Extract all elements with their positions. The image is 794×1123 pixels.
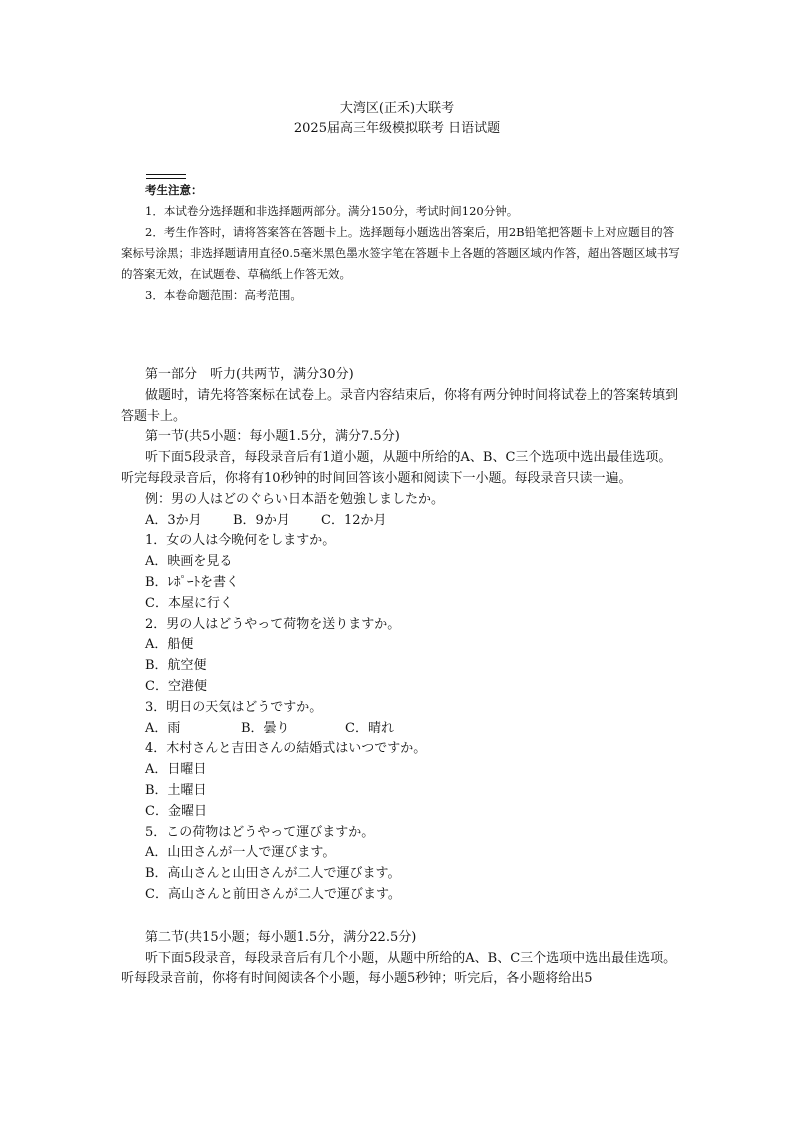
question-3-options xyxy=(121,719,681,740)
question-3-option-a: A．雨 xyxy=(145,720,181,736)
question-4: 4．木村さんと吉田さんの結婚式はいつですか。 xyxy=(145,741,427,757)
exam-subtitle: 2025届高三年级模拟联考 日语试题 xyxy=(293,121,501,136)
listening-part xyxy=(121,365,681,990)
decorative-double-rule xyxy=(146,174,186,179)
question-4-option-c: C．金曜日 xyxy=(145,803,207,819)
question-3: 3．明日の天気はどうですか。 xyxy=(145,699,323,715)
notice-item-1: 1．本试卷分选择题和非选择题两部分。满分150分，考试时间120分钟。 xyxy=(145,204,519,218)
question-2-option-c: C．空港便 xyxy=(145,678,207,694)
question-4-option-a: A．日曜日 xyxy=(145,762,207,778)
example-option-b: B．9か月 xyxy=(233,512,290,528)
question-1-option-c: C．本屋に行く xyxy=(145,595,233,611)
question-4-option-b: B．土曜日 xyxy=(145,782,207,798)
question-1-option-a: A．映画を見る xyxy=(145,554,233,570)
section2-heading: 第二节(共15小题；每小题1.5分，满分22.5分) xyxy=(145,929,417,945)
question-2-option-b: B．航空便 xyxy=(145,658,207,674)
section1-heading: 第一节(共5小题：每小题1.5分，满分7.5分) xyxy=(145,429,400,445)
question-3-option-c: C．晴れ xyxy=(345,720,394,736)
notice-heading: 考生注意： xyxy=(145,183,203,197)
question-2-option-a: A．船便 xyxy=(145,637,194,653)
example-option-c: C．12か月 xyxy=(321,512,387,528)
notice-item-3: 3．本卷命题范围：高考范围。 xyxy=(145,288,302,302)
question-1: 1．女の人は今晩何をしますか。 xyxy=(145,533,336,549)
exam-title: 大湾区(正禾)大联考 xyxy=(339,101,455,116)
question-5: 5．この荷物はどうやって運びますか。 xyxy=(145,824,375,840)
part1-intro: 做题时，请先将答案标在试卷上。录音内容结束后，你将有两分钟时间将试卷上的答案转填到答题卡上。 xyxy=(121,387,679,424)
part1-heading: 第一部分 听力(共两节，满分30分) xyxy=(145,367,354,382)
example-question: 例：男の人はどのぐらい日本語を勉強しましたか。 xyxy=(145,491,445,507)
notice-item-2: 2．考生作答时，请将答案答在答题卡上。选择题每小题选出答案后，用2B铅笔把答题卡上对应题目的答案标号涂黑；非选择题请用直径0.5毫米黑色墨水签字笔在答题卡上各题的答题区域内作答，超出答题区域书写的答案无效，在试题卷、草稿纸上作答无效。 xyxy=(121,225,680,281)
question-5-option-b: B．高山さんと山田さんが二人で運びます。 xyxy=(145,866,401,882)
question-5-option-c: C．高山さんと前田さんが二人で運びます。 xyxy=(145,886,401,902)
section-spacer xyxy=(121,906,681,928)
section2-intro: 听下面5段录音，每段录音后有几个小题，从题中所给的A、B、C三个选项中选出最佳选项。听每段录音前，你将有时间阅读各个小题，每小题5秒钟；听完后，各小题将给出5 xyxy=(121,950,677,987)
question-5-option-a: A．山田さんが一人で運びます。 xyxy=(145,845,336,861)
question-1-option-b: B．ﾚﾎﾟｰﾄを書く xyxy=(145,574,240,590)
question-3-option-b: B．曇り xyxy=(241,720,290,736)
section1-intro: 听下面5段录音，每段录音后有1道小题，从题中所给的A、B、C三个选项中选出最佳选项。听完每段录音后，你将有10秒钟的时间回答该小题和阅读下一小题。每段录音只读一遍。 xyxy=(121,450,672,486)
example-option-a: A．3か月 xyxy=(145,512,202,528)
candidate-notice xyxy=(121,180,681,306)
question-2: 2．男の人はどうやって荷物を送りますか。 xyxy=(145,616,401,632)
example-options xyxy=(121,511,681,532)
